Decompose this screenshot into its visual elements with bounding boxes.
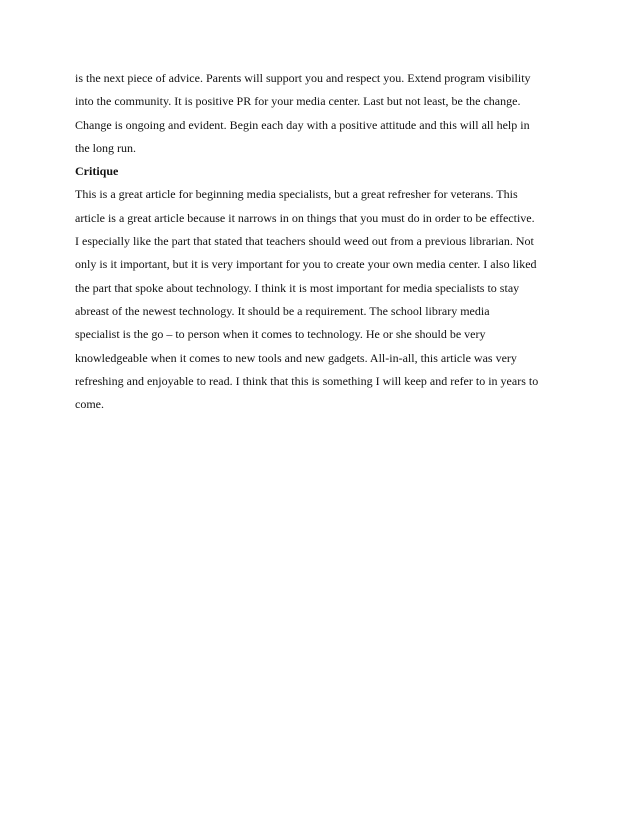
body-line: the long run. [75,140,136,155]
critique-line: I especially like the part that stated that teachers should weed out from a previous librarian. Not [75,234,534,249]
critique-line: specialist is the go – to person when it comes to technology. He or she should be very [75,327,486,342]
body-line: into the community. It is positive PR for your media center. Last but not least, be the change. [75,94,521,109]
critique-line: abreast of the newest technology. It should be a requirement. The school library media [75,303,490,318]
body-line: Change is ongoing and evident. Begin each day with a positive attitude and this will all help in [75,117,530,132]
critique-heading: Critique [75,164,119,179]
critique-line: knowledgeable when it comes to new tools and new gadgets. All-in-all, this article was very [75,350,517,365]
body-line: is the next piece of advice. Parents will support you and respect you. Extend program visibility [75,71,531,85]
critique-line: article is a great article because it narrows in on things that you must do in order to be effective. [75,210,535,225]
critique-line: come. [75,397,104,412]
document-body [75,67,575,416]
critique-line: refreshing and enjoyable to read. I think that this is something I will keep and refer to in years to [75,373,539,388]
critique-line: This is a great article for beginning media specialists, but a great refresher for veterans. This [75,187,518,202]
critique-line: the part that spoke about technology. I think it is most important for media specialists to stay [75,280,520,295]
critique-line: only is it important, but it is very important for you to create your own media center. I also liked [75,257,537,272]
